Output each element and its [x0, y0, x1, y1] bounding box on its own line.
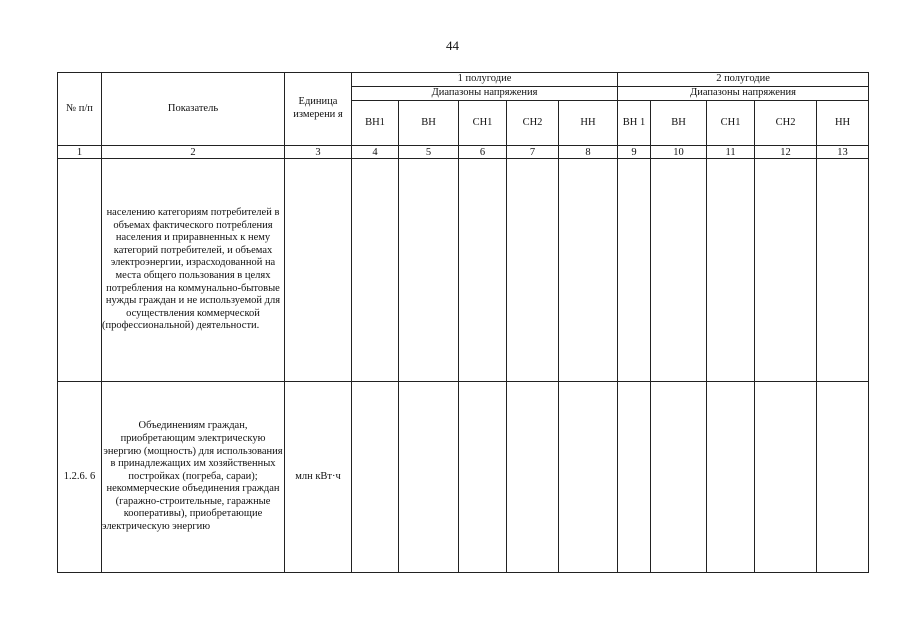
header-num: № п/п: [58, 73, 102, 146]
value-cell: [707, 382, 755, 573]
header-unit: Единица измерени я: [285, 73, 352, 146]
value-cell: [459, 159, 507, 382]
unit-label: млн кВт·ч: [295, 470, 341, 482]
col-number: 12: [755, 146, 817, 159]
range-h1-sn1: СН1: [459, 101, 507, 146]
range-h2-vn1: ВН 1: [618, 101, 651, 146]
value-cell: [707, 159, 755, 382]
table-row: [58, 159, 869, 382]
col-number: 1: [58, 146, 102, 159]
col-number: 8: [559, 146, 618, 159]
range-h1-nn: НН: [559, 101, 618, 146]
value-cell: [459, 382, 507, 573]
value-cell: [618, 159, 651, 382]
col-number: 13: [817, 146, 869, 159]
value-cell: [651, 159, 707, 382]
row-index: 1.2.6. 6: [58, 382, 102, 573]
value-cell: [651, 382, 707, 573]
value-cell: [399, 159, 459, 382]
table-row: [58, 382, 869, 573]
row-indicator: [102, 159, 285, 382]
row-unit: [285, 159, 352, 382]
col-number: 10: [651, 146, 707, 159]
range-h1-vn: ВН: [399, 101, 459, 146]
range-h1-vn1: ВН1: [352, 101, 399, 146]
indicator-text: Объединениям граждан, приобретающим электрическую энергию (мощность) для использования в принадлежащих им хозяйственных постройках (погреба, сараи); некоммерческие объединения граждан (гаражно-строительные, гаражные кооперативы), приобретающие электрическую энергию: [102, 420, 283, 533]
range-h1-sn2: СН2: [507, 101, 559, 146]
header-half2: 2 полугодие: [618, 73, 869, 87]
value-cell: [559, 382, 618, 573]
range-h2-sn2: СН2: [755, 101, 817, 146]
row-indicator: [102, 382, 285, 573]
value-cell: [755, 159, 817, 382]
col-number: 4: [352, 146, 399, 159]
header-half2-ranges: Диапазоны напряжения: [618, 87, 869, 101]
value-cell: [817, 159, 869, 382]
col-number: 7: [507, 146, 559, 159]
value-cell: [755, 382, 817, 573]
range-h2-sn1: СН1: [707, 101, 755, 146]
range-h2-nn: НН: [817, 101, 869, 146]
value-cell: [507, 382, 559, 573]
range-h2-vn: ВН: [651, 101, 707, 146]
col-number: 3: [285, 146, 352, 159]
value-cell: [817, 382, 869, 573]
header-half1-ranges: Диапазоны напряжения: [352, 87, 618, 101]
row-unit: [285, 382, 352, 573]
indicator-text: населению категориям потребителей в объемах фактического потребления населения и приравненных к нему категорий потребителей, и объемах электроэнергии, израсходованной на места общего пользования в целях потребления на коммунально-бытовые нужды граждан и не используемой для осуществления коммерческой (профессиональной) деятельности.: [102, 207, 281, 332]
col-number: 9: [618, 146, 651, 159]
col-number: 2: [102, 146, 285, 159]
col-number: 6: [459, 146, 507, 159]
value-cell: [352, 159, 399, 382]
indicators-table: [57, 72, 869, 573]
header-half1: 1 полугодие: [352, 73, 618, 87]
value-cell: [399, 382, 459, 573]
value-cell: [618, 382, 651, 573]
col-number: 5: [399, 146, 459, 159]
header-indicator: Показатель: [102, 73, 285, 146]
col-number: 11: [707, 146, 755, 159]
value-cell: [559, 159, 618, 382]
value-cell: [352, 382, 399, 573]
value-cell: [507, 159, 559, 382]
page-number: 44: [446, 38, 459, 53]
row-index: [58, 159, 102, 382]
